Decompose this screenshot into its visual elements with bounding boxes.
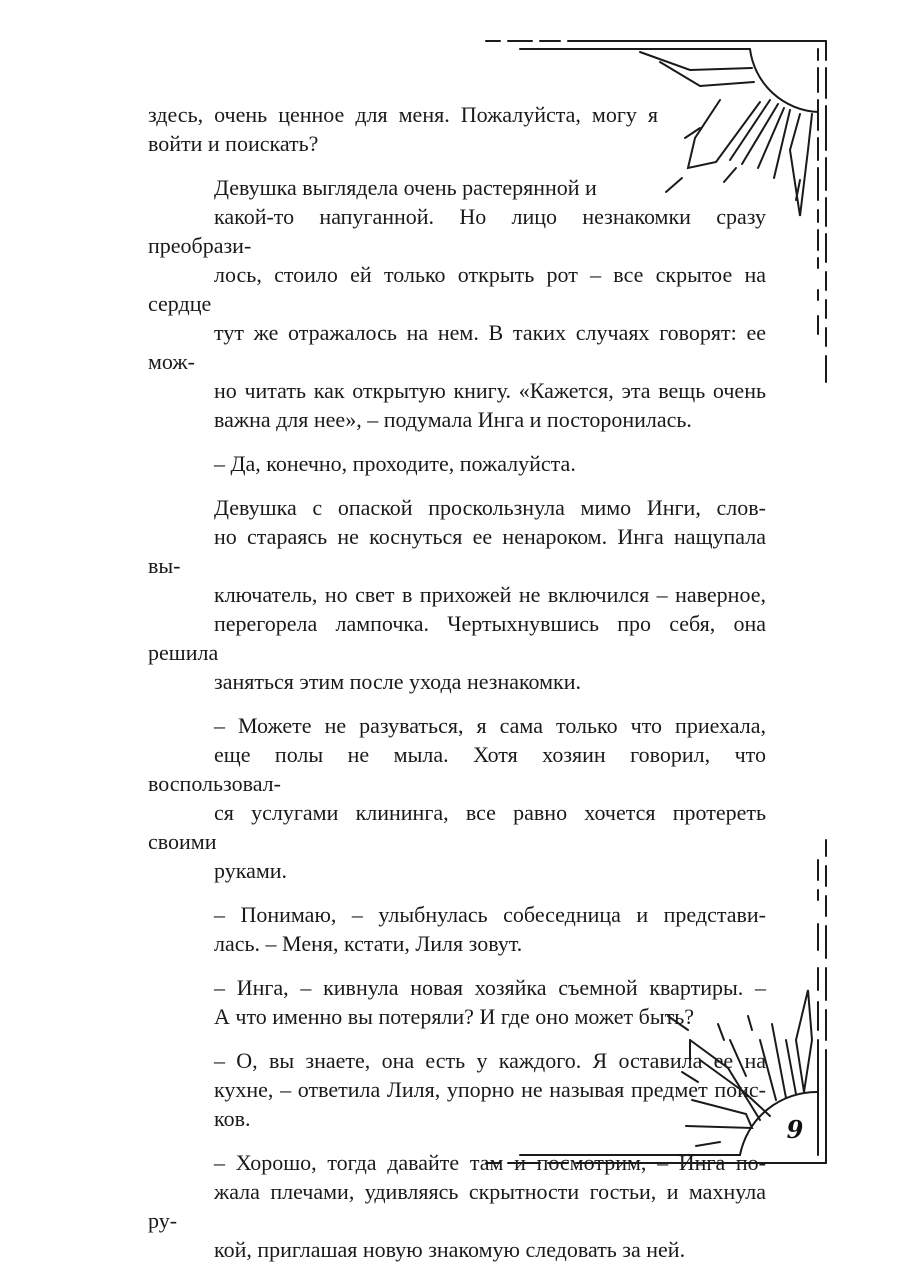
text-line: заняться этим после ухода незнакомки. — [214, 669, 582, 694]
text-line: ключатель, но свет в прихожей не включился – наверное, — [214, 582, 766, 607]
page-number: 9 — [786, 1115, 804, 1144]
text-line: – Хорошо, тогда давайте там и посмотрим, – Инга по- — [214, 1150, 766, 1175]
text-line: А что именно вы потеряли? И где оно может быть? — [214, 1004, 695, 1029]
text-line: руками. — [214, 858, 288, 883]
text-line: – Можете не разуваться, я сама только что приехала, — [214, 713, 766, 738]
text-line: лась. – Меня, кстати, Лиля зовут. — [214, 931, 523, 956]
text-line: – Понимаю, – улыбнулась собеседница и представи- — [214, 902, 766, 927]
paragraph — [148, 711, 766, 885]
text-line: еще полы не мыла. Хотя хозяин говорил, что воспользовал- — [148, 742, 766, 796]
text-line: ков. — [214, 1106, 251, 1131]
text-line: – О, вы знаете, она есть у каждого. Я оставила ее на — [214, 1048, 766, 1073]
text-line: здесь, очень ценное для меня. Пожалуйста, могу я — [148, 102, 658, 127]
text-line: жала плечами, удивляясь скрытности гостьи, и махнула ру- — [148, 1179, 766, 1233]
text-line: но читать как открытую книгу. «Кажется, эта вещь очень — [214, 378, 766, 403]
text-line: Девушка выглядела очень растерянной и — [214, 175, 597, 200]
paragraph — [148, 493, 766, 696]
text-line: важна для нее», – подумала Инга и посторонилась. — [214, 407, 692, 432]
text-line: – Да, конечно, проходите, пожалуйста. — [214, 451, 576, 476]
paragraph — [148, 973, 766, 1031]
text-line: войти и поискать? — [148, 131, 319, 156]
paragraph — [148, 449, 766, 478]
paragraph — [148, 900, 766, 958]
text-line: какой-то напуганной. Но лицо незнакомки сразу преобрази- — [148, 204, 766, 258]
paragraph — [148, 1046, 766, 1133]
text-line: кухне, – ответила Лиля, упорно не называя предмет поис- — [214, 1077, 766, 1102]
text-line: но стараясь не коснуться ее ненароком. Инга нащупала вы- — [148, 524, 766, 578]
paragraph — [148, 173, 766, 434]
text-line: перегорела лампочка. Чертыхнувшись про себя, она решила — [148, 611, 766, 665]
text-line: тут же отражалось на нем. В таких случаях говорят: ее мож- — [148, 320, 766, 374]
text-line: Девушка с опаской проскользнула мимо Инги, слов- — [214, 495, 766, 520]
page-body-text — [148, 100, 766, 1279]
text-line: лось, стоило ей только открыть рот – все скрытое на сердце — [148, 262, 766, 316]
text-line: кой, приглашая новую знакомую следовать за ней. — [214, 1237, 686, 1262]
paragraph — [148, 1148, 766, 1264]
text-line: – Инга, – кивнула новая хозяйка съемной квартиры. – — [214, 975, 766, 1000]
paragraph — [148, 100, 766, 158]
text-line: ся услугами клининга, все равно хочется протереть своими — [148, 800, 766, 854]
